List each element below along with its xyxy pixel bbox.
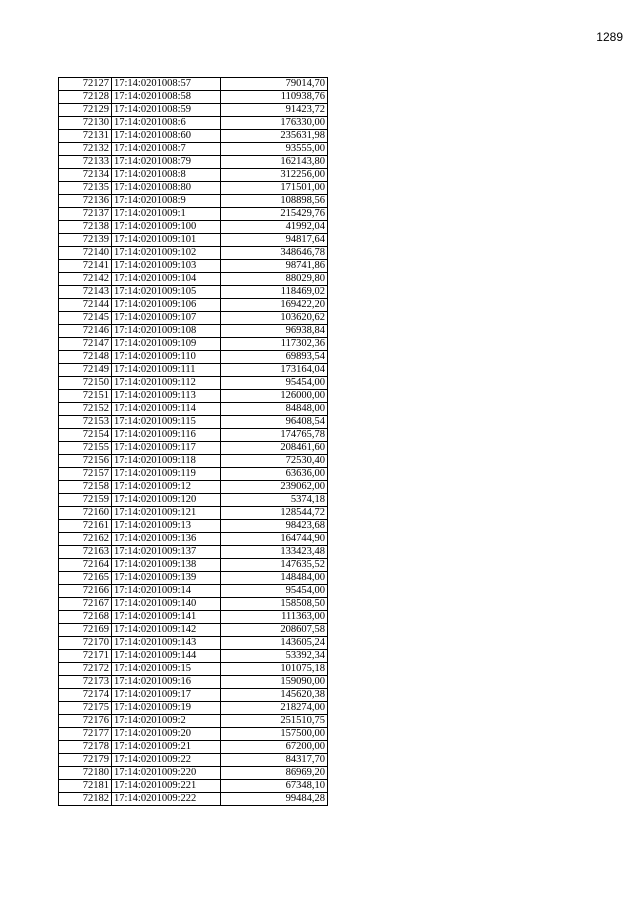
table-row [59,468,328,481]
cadastral-number-cell: 17:14:0201009:143 [112,637,221,650]
row-index-cell: 72157 [59,468,112,481]
value-cell: 41992,04 [221,221,328,234]
value-cell: 208461,60 [221,442,328,455]
value-cell: 111363,00 [221,611,328,624]
cadastral-number-cell: 17:14:0201009:20 [112,728,221,741]
row-index-cell: 72150 [59,377,112,390]
value-cell: 147635,52 [221,559,328,572]
cadastral-number-cell: 17:14:0201009:110 [112,351,221,364]
value-cell: 101075,18 [221,663,328,676]
row-index-cell: 72179 [59,754,112,767]
row-index-cell: 72156 [59,455,112,468]
cadastral-value-table [58,77,328,806]
row-index-cell: 72182 [59,793,112,806]
value-cell: 171501,00 [221,182,328,195]
value-cell: 110938,76 [221,91,328,104]
cadastral-number-cell: 17:14:0201008:80 [112,182,221,195]
row-index-cell: 72146 [59,325,112,338]
table-row [59,689,328,702]
table-row [59,338,328,351]
cadastral-number-cell: 17:14:0201008:79 [112,156,221,169]
cadastral-number-cell: 17:14:0201009:119 [112,468,221,481]
row-index-cell: 72149 [59,364,112,377]
row-index-cell: 72152 [59,403,112,416]
row-index-cell: 72147 [59,338,112,351]
row-index-cell: 72134 [59,169,112,182]
cadastral-number-cell: 17:14:0201009:101 [112,234,221,247]
value-cell: 312256,00 [221,169,328,182]
table-row [59,364,328,377]
table-row [59,455,328,468]
row-index-cell: 72145 [59,312,112,325]
table-row [59,143,328,156]
table-row [59,793,328,806]
row-index-cell: 72128 [59,91,112,104]
table-row [59,780,328,793]
value-cell: 72530,40 [221,455,328,468]
table-row [59,351,328,364]
row-index-cell: 72159 [59,494,112,507]
cadastral-number-cell: 17:14:0201009:21 [112,741,221,754]
row-index-cell: 72129 [59,104,112,117]
value-cell: 88029,80 [221,273,328,286]
value-cell: 148484,00 [221,572,328,585]
cadastral-number-cell: 17:14:0201009:12 [112,481,221,494]
cadastral-number-cell: 17:14:0201009:141 [112,611,221,624]
table-row [59,221,328,234]
value-cell: 67200,00 [221,741,328,754]
row-index-cell: 72176 [59,715,112,728]
cadastral-number-cell: 17:14:0201008:59 [112,104,221,117]
value-cell: 84317,70 [221,754,328,767]
cadastral-number-cell: 17:14:0201008:9 [112,195,221,208]
cadastral-number-cell: 17:14:0201009:140 [112,598,221,611]
row-index-cell: 72132 [59,143,112,156]
table-row [59,520,328,533]
row-index-cell: 72161 [59,520,112,533]
cadastral-number-cell: 17:14:0201009:139 [112,572,221,585]
value-cell: 235631,98 [221,130,328,143]
row-index-cell: 72168 [59,611,112,624]
value-cell: 79014,70 [221,78,328,91]
table-row [59,169,328,182]
value-cell: 162143,80 [221,156,328,169]
cadastral-number-cell: 17:14:0201009:108 [112,325,221,338]
table-row [59,715,328,728]
row-index-cell: 72138 [59,221,112,234]
table-row [59,650,328,663]
row-index-cell: 72131 [59,130,112,143]
table-row [59,104,328,117]
cadastral-number-cell: 17:14:0201009:22 [112,754,221,767]
row-index-cell: 72148 [59,351,112,364]
value-cell: 117302,36 [221,338,328,351]
cadastral-number-cell: 17:14:0201008:8 [112,169,221,182]
cadastral-number-cell: 17:14:0201009:137 [112,546,221,559]
value-cell: 63636,00 [221,468,328,481]
row-index-cell: 72142 [59,273,112,286]
table-row [59,312,328,325]
cadastral-number-cell: 17:14:0201009:138 [112,559,221,572]
cadastral-number-cell: 17:14:0201009:144 [112,650,221,663]
row-index-cell: 72154 [59,429,112,442]
value-cell: 133423,48 [221,546,328,559]
table-row [59,299,328,312]
table-row [59,663,328,676]
value-cell: 176330,00 [221,117,328,130]
table-row [59,260,328,273]
table-row [59,533,328,546]
value-cell: 159090,00 [221,676,328,689]
table-body [59,78,328,806]
table-row [59,325,328,338]
table-row [59,130,328,143]
cadastral-number-cell: 17:14:0201009:103 [112,260,221,273]
value-cell: 84848,00 [221,403,328,416]
cadastral-number-cell: 17:14:0201009:111 [112,364,221,377]
row-index-cell: 72162 [59,533,112,546]
cadastral-number-cell: 17:14:0201009:112 [112,377,221,390]
row-index-cell: 72160 [59,507,112,520]
table-row [59,481,328,494]
cadastral-number-cell: 17:14:0201009:121 [112,507,221,520]
row-index-cell: 72165 [59,572,112,585]
cadastral-number-cell: 17:14:0201009:113 [112,390,221,403]
row-index-cell: 72166 [59,585,112,598]
cadastral-number-cell: 17:14:0201008:6 [112,117,221,130]
cadastral-number-cell: 17:14:0201009:114 [112,403,221,416]
value-cell: 53392,34 [221,650,328,663]
value-cell: 348646,78 [221,247,328,260]
cadastral-number-cell: 17:14:0201009:105 [112,286,221,299]
value-cell: 98741,86 [221,260,328,273]
row-index-cell: 72172 [59,663,112,676]
value-cell: 94817,64 [221,234,328,247]
table-row [59,767,328,780]
table-row [59,416,328,429]
row-index-cell: 72173 [59,676,112,689]
table-row [59,403,328,416]
row-index-cell: 72133 [59,156,112,169]
row-index-cell: 72180 [59,767,112,780]
table-row [59,728,328,741]
value-cell: 91423,72 [221,104,328,117]
row-index-cell: 72141 [59,260,112,273]
table-row [59,273,328,286]
row-index-cell: 72177 [59,728,112,741]
cadastral-number-cell: 17:14:0201009:16 [112,676,221,689]
value-cell: 126000,00 [221,390,328,403]
cadastral-number-cell: 17:14:0201009:17 [112,689,221,702]
cadastral-number-cell: 17:14:0201008:60 [112,130,221,143]
row-index-cell: 72144 [59,299,112,312]
table-row [59,377,328,390]
value-cell: 208607,58 [221,624,328,637]
value-cell: 173164,04 [221,364,328,377]
table-row [59,429,328,442]
cadastral-number-cell: 17:14:0201009:19 [112,702,221,715]
value-cell: 218274,00 [221,702,328,715]
row-index-cell: 72127 [59,78,112,91]
cadastral-number-cell: 17:14:0201008:57 [112,78,221,91]
cadastral-number-cell: 17:14:0201009:102 [112,247,221,260]
value-cell: 69893,54 [221,351,328,364]
value-cell: 174765,78 [221,429,328,442]
row-index-cell: 72181 [59,780,112,793]
value-cell: 215429,76 [221,208,328,221]
table-row [59,546,328,559]
row-index-cell: 72178 [59,741,112,754]
cadastral-number-cell: 17:14:0201009:221 [112,780,221,793]
cadastral-number-cell: 17:14:0201009:117 [112,442,221,455]
row-index-cell: 72153 [59,416,112,429]
table-row [59,182,328,195]
cadastral-number-cell: 17:14:0201009:107 [112,312,221,325]
row-index-cell: 72140 [59,247,112,260]
value-cell: 93555,00 [221,143,328,156]
value-cell: 96408,54 [221,416,328,429]
value-cell: 158508,50 [221,598,328,611]
row-index-cell: 72171 [59,650,112,663]
row-index-cell: 72175 [59,702,112,715]
value-cell: 239062,00 [221,481,328,494]
row-index-cell: 72158 [59,481,112,494]
table-row [59,156,328,169]
cadastral-number-cell: 17:14:0201009:115 [112,416,221,429]
table-row [59,195,328,208]
value-cell: 98423,68 [221,520,328,533]
row-index-cell: 72167 [59,598,112,611]
table-row [59,598,328,611]
cadastral-number-cell: 17:14:0201009:120 [112,494,221,507]
table-row [59,585,328,598]
cadastral-number-cell: 17:14:0201008:7 [112,143,221,156]
table-row [59,507,328,520]
table-row [59,741,328,754]
cadastral-number-cell: 17:14:0201009:142 [112,624,221,637]
table-row [59,676,328,689]
value-cell: 169422,20 [221,299,328,312]
table-row [59,247,328,260]
cadastral-number-cell: 17:14:0201009:118 [112,455,221,468]
cadastral-number-cell: 17:14:0201008:58 [112,91,221,104]
table-row [59,624,328,637]
value-cell: 157500,00 [221,728,328,741]
cadastral-number-cell: 17:14:0201009:109 [112,338,221,351]
row-index-cell: 72143 [59,286,112,299]
table-row [59,494,328,507]
table-row [59,702,328,715]
table-row [59,234,328,247]
table-row [59,78,328,91]
value-cell: 128544,72 [221,507,328,520]
cadastral-number-cell: 17:14:0201009:14 [112,585,221,598]
cadastral-number-cell: 17:14:0201009:220 [112,767,221,780]
table-row [59,442,328,455]
cadastral-number-cell: 17:14:0201009:116 [112,429,221,442]
cadastral-number-cell: 17:14:0201009:13 [112,520,221,533]
row-index-cell: 72163 [59,546,112,559]
row-index-cell: 72139 [59,234,112,247]
value-cell: 86969,20 [221,767,328,780]
value-cell: 103620,62 [221,312,328,325]
cadastral-number-cell: 17:14:0201009:104 [112,273,221,286]
row-index-cell: 72164 [59,559,112,572]
cadastral-number-cell: 17:14:0201009:222 [112,793,221,806]
value-cell: 143605,24 [221,637,328,650]
value-cell: 145620,38 [221,689,328,702]
table-row [59,208,328,221]
table-row [59,91,328,104]
row-index-cell: 72174 [59,689,112,702]
row-index-cell: 72155 [59,442,112,455]
table-row [59,754,328,767]
row-index-cell: 72130 [59,117,112,130]
value-cell: 108898,56 [221,195,328,208]
table-row [59,611,328,624]
row-index-cell: 72170 [59,637,112,650]
cadastral-number-cell: 17:14:0201009:1 [112,208,221,221]
row-index-cell: 72169 [59,624,112,637]
value-cell: 164744,90 [221,533,328,546]
row-index-cell: 72137 [59,208,112,221]
value-cell: 67348,10 [221,780,328,793]
value-cell: 118469,02 [221,286,328,299]
cadastral-number-cell: 17:14:0201009:106 [112,299,221,312]
value-cell: 95454,00 [221,585,328,598]
table-row [59,572,328,585]
value-cell: 96938,84 [221,325,328,338]
table-row [59,637,328,650]
table-row [59,117,328,130]
value-cell: 95454,00 [221,377,328,390]
table-row [59,559,328,572]
value-cell: 5374,18 [221,494,328,507]
page-number: 1289 [596,30,623,44]
table-row [59,286,328,299]
row-index-cell: 72151 [59,390,112,403]
cadastral-number-cell: 17:14:0201009:136 [112,533,221,546]
cadastral-number-cell: 17:14:0201009:2 [112,715,221,728]
value-cell: 99484,28 [221,793,328,806]
value-cell: 251510,75 [221,715,328,728]
cadastral-number-cell: 17:14:0201009:100 [112,221,221,234]
row-index-cell: 72136 [59,195,112,208]
table-row [59,390,328,403]
row-index-cell: 72135 [59,182,112,195]
cadastral-number-cell: 17:14:0201009:15 [112,663,221,676]
